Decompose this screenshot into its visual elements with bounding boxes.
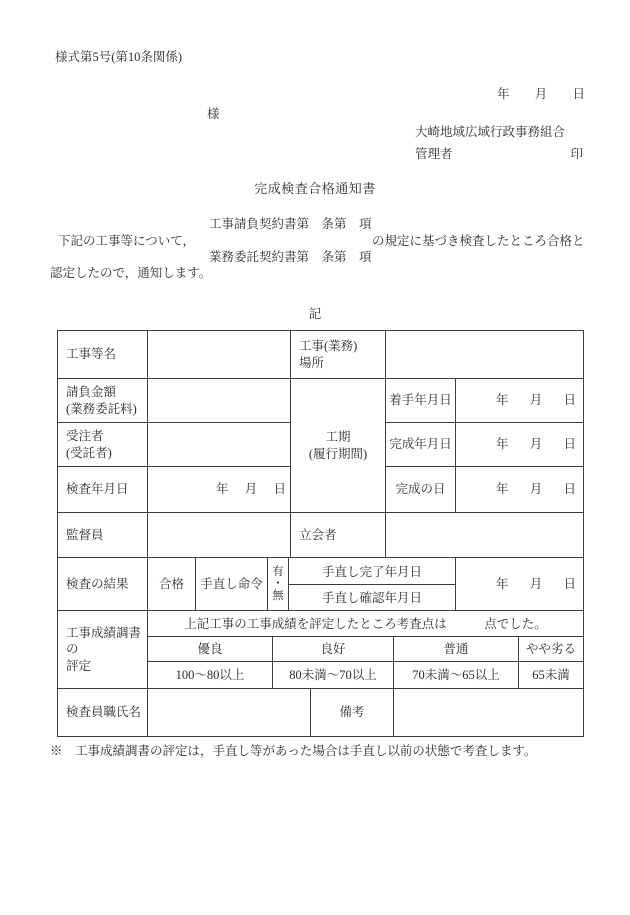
date-day-label: 日	[572, 87, 585, 101]
table-row-inspector	[58, 689, 583, 736]
left-subcolumn	[58, 379, 291, 512]
start-date-value-cell	[456, 379, 583, 422]
completion-date-value-cell	[456, 423, 583, 466]
rework-dates-subcolumn	[289, 558, 456, 610]
manager-seal-line	[415, 144, 583, 162]
pass-cell: 合格	[148, 558, 196, 610]
form-table	[57, 330, 584, 737]
completion-day-value-cell	[456, 467, 583, 512]
footnote: ※ 工事成績調書の評定は，手直し等があった場合は手直し以前の状態で考査します。	[50, 744, 537, 758]
period-label-cell: 工期 (履行期間)	[291, 379, 386, 512]
start-date-ymd: 年 月 日	[496, 393, 576, 408]
seal-mark: 印	[570, 147, 583, 161]
table-row-contract-amount	[58, 379, 290, 423]
range-poor-cell: 65未満	[532, 668, 570, 683]
inspection-date-value-cell	[148, 467, 291, 512]
completion-day-label: 完成の日	[386, 467, 456, 512]
body-outro: の規定に基づき検査したところ合格と	[372, 234, 585, 248]
rework-date-value-cell	[456, 558, 583, 610]
inspection-date-ymd: 年 月 日	[216, 482, 286, 497]
addressee-honorific: 様	[207, 107, 220, 121]
grade-section-label: 工事成績調書の 評定	[58, 611, 148, 688]
yes-no-cell: 有 ・ 無	[268, 558, 289, 610]
contractor-label: 受注者 (受託者)	[58, 423, 148, 466]
rework-order-cell: 手直し命令	[196, 558, 268, 610]
range-normal-cell: 70未満～65以上	[394, 662, 519, 688]
witness-value-cell	[386, 513, 583, 557]
supervisor-label: 監督員	[58, 513, 148, 557]
rework-done-label-cell: 手直し完了年月日	[289, 558, 455, 585]
table-block-amount-contractor-inspection	[58, 379, 583, 513]
date-line	[497, 84, 585, 102]
table-row-work-name	[58, 331, 583, 379]
record-heading: 記	[308, 307, 322, 321]
grade-poor-cell: やや劣る	[525, 641, 576, 656]
completion-date-label: 完成年月日	[386, 423, 456, 466]
work-name-value-cell	[148, 331, 291, 378]
range-excellent-cell: 100～80以上	[148, 662, 273, 688]
result-label: 検査の結果	[58, 558, 148, 610]
rework-confirm-label-cell: 手直し確認年月日	[321, 591, 422, 606]
organization-name: 大崎地域広域行政事務組合	[415, 125, 566, 139]
right-subcolumn	[386, 379, 583, 512]
start-date-label: 着手年月日	[386, 379, 456, 422]
manager-title: 管理者	[415, 147, 453, 161]
grade-subcolumn	[148, 611, 583, 688]
contract-amount-label: 請負金額 (業務委託料)	[58, 379, 148, 422]
rework-date-ymd: 年 月 日	[496, 576, 576, 591]
work-place-value-cell	[386, 331, 583, 378]
remarks-label: 備考	[311, 689, 394, 736]
table-row-completion-date	[386, 423, 583, 467]
table-row-inspection-result	[58, 558, 583, 611]
table-row-supervisor	[58, 513, 583, 558]
work-place-label: 工事(業務) 場所	[291, 331, 386, 378]
date-year-label: 年	[497, 87, 510, 101]
inspector-label: 検査員職氏名	[58, 689, 148, 736]
contractor-value-cell	[148, 423, 291, 466]
body-closing: 認定したので，通知します。	[50, 266, 212, 280]
grade-headers-row	[148, 637, 583, 663]
witness-label: 立会者	[291, 513, 386, 557]
completion-date-ymd: 年 月 日	[496, 437, 576, 452]
date-month-label: 月	[534, 87, 548, 101]
supervisor-value-cell	[148, 513, 291, 557]
inspector-value-cell	[148, 689, 311, 736]
score-sentence-cell: 上記工事の工事成績を評定したところ考査点は 点でした。	[148, 611, 583, 637]
contract-work-line: 工事請負契約書第 条第 項	[209, 217, 372, 231]
grade-normal-cell: 普通	[394, 637, 519, 662]
grade-ranges-row	[148, 662, 583, 688]
work-name-label: 工事等名	[58, 331, 148, 378]
table-row-inspection-date	[58, 467, 290, 512]
table-row-completion-day	[386, 467, 583, 512]
contract-amount-value-cell	[148, 379, 291, 422]
body-intro: 下記の工事等について，	[58, 234, 196, 248]
completion-day-ymd: 年 月 日	[496, 482, 576, 497]
table-row-start-date	[386, 379, 583, 423]
contract-consign-line: 業務委託契約書第 条第 項	[209, 250, 372, 264]
grade-good-cell: 良好	[273, 637, 394, 662]
remarks-value-cell	[394, 689, 583, 736]
range-good-cell: 80未満～70以上	[273, 662, 394, 688]
inspection-date-label: 検査年月日	[58, 467, 148, 512]
table-block-grade-section	[58, 611, 583, 689]
form-number: 様式第5号(第10条関係)	[55, 50, 183, 64]
grade-excellent-cell: 優良	[148, 637, 273, 662]
table-row-contractor	[58, 423, 290, 467]
document-title: 完成検査合格通知書	[254, 181, 376, 196]
